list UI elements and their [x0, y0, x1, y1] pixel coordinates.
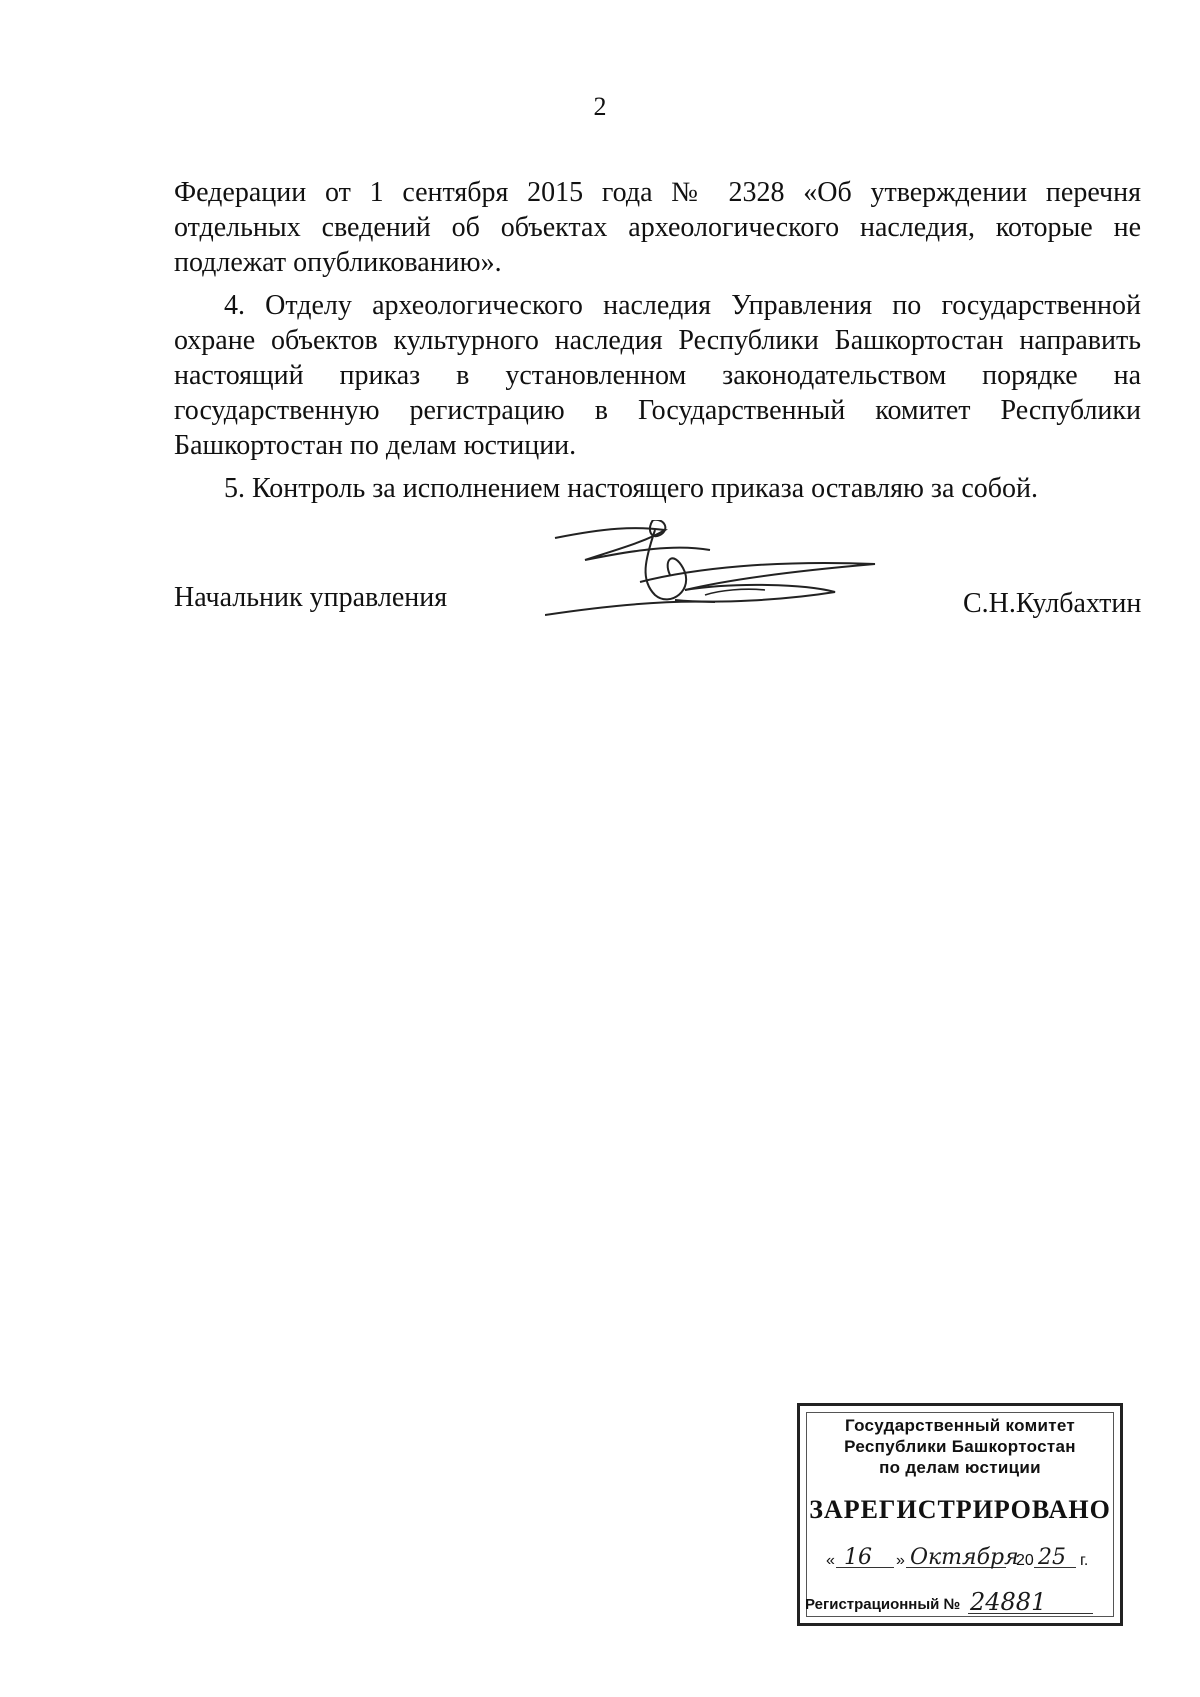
paragraph-continuation: Федерации от 1 сентября 2015 года № 2328 «Об утверждении перечня отдельных сведений об объектах археологического наследия, которые не подлежат опубликованию». — [174, 177, 1141, 278]
stamp-date-year-abbr: г. — [1080, 1552, 1089, 1569]
stamp-date-day: 16 — [844, 1545, 872, 1570]
stamp-registration-number-row — [805, 1586, 1105, 1616]
stamp-date-year-suffix: 25 — [1038, 1545, 1066, 1570]
paragraph-item-4: 4. Отделу археологического наследия Управления по государственной охране объектов культурного наследия Республики Башкортостан направить настоящий приказ в установленном законодательством порядке на государственную регистрацию в Государственный комитет Республики Башкортостан по делам юстиции. — [174, 290, 1141, 461]
page-number: 2 — [593, 92, 607, 121]
paragraph-item-5: 5. Контроль за исполнением настоящего приказа оставляю за собой. — [224, 473, 1039, 504]
stamp-date-row — [826, 1542, 1112, 1572]
stamp-agency-line-2: Республики Башкортостан — [844, 1437, 1076, 1456]
stamp-registered-title: ЗАРЕГИСТРИРОВАНО — [809, 1495, 1111, 1524]
stamp-date-close-quote: » — [896, 1552, 905, 1569]
stamp-date-year-prefix: 20 — [1016, 1552, 1034, 1569]
stamp-registration-number: 24881 — [970, 1588, 1047, 1616]
signer-name: С.Н.Кулбахтин — [963, 588, 1142, 619]
signer-position-title: Начальник управления — [174, 582, 448, 613]
document-body — [174, 175, 1141, 514]
stamp-registration-label: Регистрационный № — [805, 1596, 961, 1613]
stamp-date-open-quote: « — [826, 1552, 835, 1569]
registration-stamp — [797, 1403, 1123, 1626]
stamp-agency-line-1: Государственный комитет — [844, 1416, 1075, 1435]
handwritten-signature — [545, 520, 915, 630]
stamp-date-month: Октября — [910, 1545, 1019, 1570]
stamp-agency-line-3: по делам юстиции — [879, 1458, 1041, 1477]
